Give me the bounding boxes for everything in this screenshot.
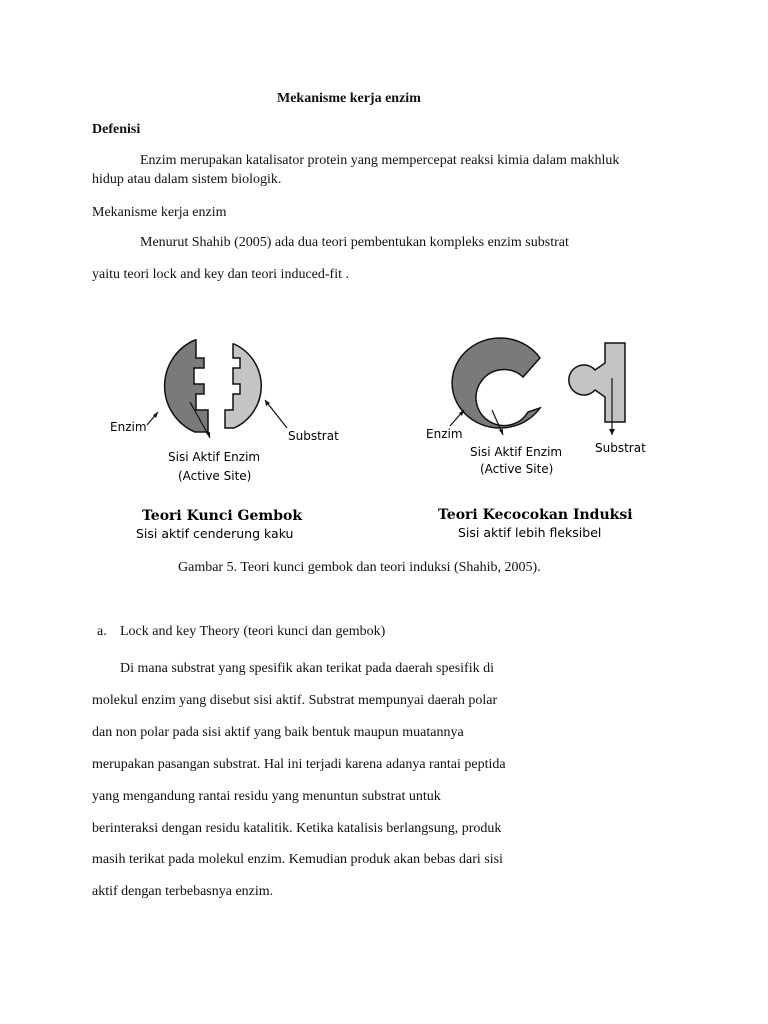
paragraph-line: Di mana substrat yang spesifik akan terikat pada daerah spesifik di: [120, 661, 494, 676]
heading-mekanisme: Mekanisme kerja enzim: [92, 205, 227, 220]
enzim-label-left: Enzim: [110, 420, 147, 434]
substrat-label-left: Substrat: [288, 429, 339, 443]
active-site-sublabel-right: (Active Site): [480, 462, 554, 476]
paragraph-line: aktif dengan terbebasnya enzim.: [92, 884, 274, 899]
paragraph-line: berinteraksi dengan residu katalitik. Ketika katalisis berlangsung, produk: [92, 821, 502, 836]
list-marker-a: a.: [97, 624, 107, 639]
enzim-label-right: Enzim: [426, 427, 463, 441]
enzyme-mechanism-figure: [90, 330, 650, 550]
figure-caption: Gambar 5. Teori kunci gembok dan teori induksi (Shahib, 2005).: [178, 560, 541, 575]
enzyme-shape-lock: [165, 340, 208, 432]
heading-defenisi: Defenisi: [92, 122, 141, 137]
induced-fit-subtitle: Sisi aktif lebih fleksibel: [458, 525, 602, 540]
enzyme-shape-induced: [452, 338, 540, 428]
lock-key-subtitle: Sisi aktif cenderung kaku: [136, 526, 294, 541]
page-title: Mekanisme kerja enzim: [277, 91, 421, 106]
active-site-label-left: Sisi Aktif Enzim: [168, 450, 261, 464]
active-site-sublabel-left: (Active Site): [178, 469, 252, 483]
paragraph-line: dan non polar pada sisi aktif yang baik bentuk maupun muatannya: [92, 725, 464, 740]
substrate-shape-key: [225, 344, 261, 428]
substrat-label-right: Substrat: [595, 441, 646, 455]
list-item-lock-and-key: Lock and key Theory (teori kunci dan gembok): [120, 624, 386, 639]
definition-line-2: hidup atau dalam sistem biologik.: [92, 172, 282, 187]
paragraph-line: yang mengandung rantai residu yang menuntun substrat untuk: [92, 789, 441, 804]
paragraph-line: molekul enzim yang disebut sisi aktif. Substrat mempunyai daerah polar: [92, 693, 498, 708]
paragraph-line: masih terikat pada molekul enzim. Kemudian produk akan bebas dari sisi: [92, 852, 503, 867]
lock-and-key-diagram: [110, 340, 339, 541]
induced-fit-diagram: [426, 338, 646, 540]
substrate-shape-induced: [569, 343, 625, 422]
paragraph-line: merupakan pasangan substrat. Hal ini terjadi karena adanya rantai peptida: [92, 757, 506, 772]
intro-line-2: yaitu teori lock and key dan teori induced-fit .: [92, 267, 349, 282]
definition-line-1: Enzim merupakan katalisator protein yang mempercepat reaksi kimia dalam makhluk: [140, 153, 620, 168]
induced-fit-title: Teori Kecocokan Induksi: [438, 507, 633, 523]
active-site-label-right: Sisi Aktif Enzim: [470, 445, 563, 459]
lock-key-title: Teori Kunci Gembok: [142, 508, 303, 524]
intro-line-1: Menurut Shahib (2005) ada dua teori pembentukan kompleks enzim substrat: [140, 235, 569, 250]
